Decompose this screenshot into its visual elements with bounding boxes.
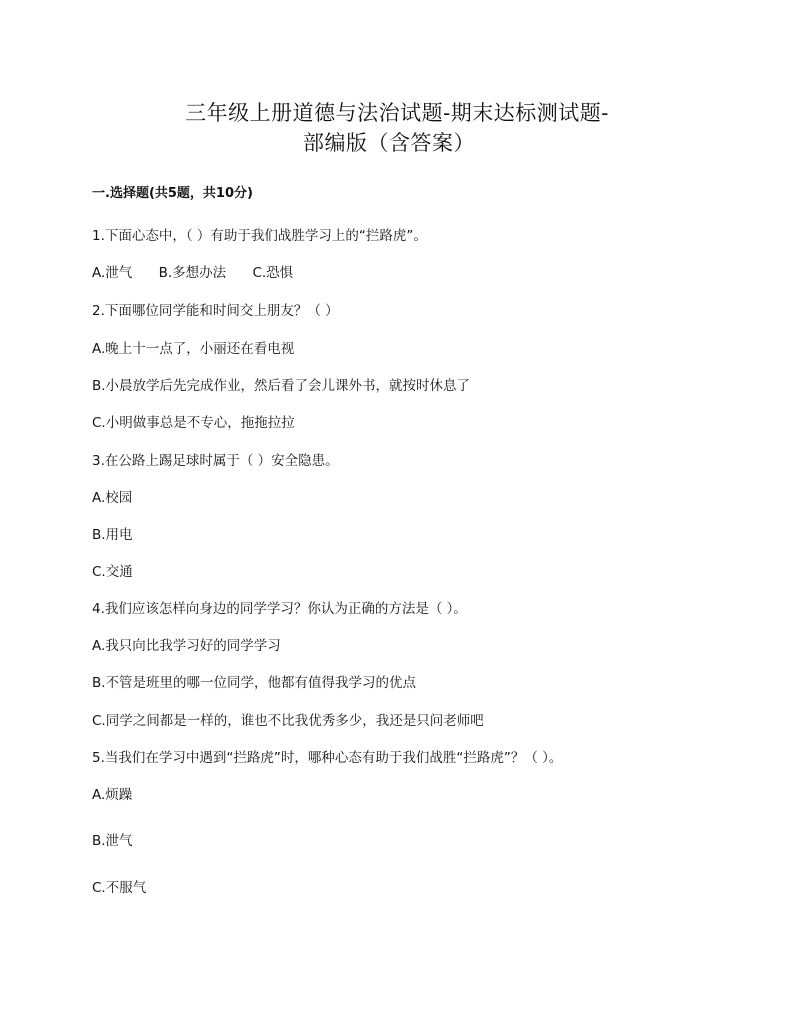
question-5-stem: 5.当我们在学习中遇到“拦路虎”时，哪种心态有助于我们战胜“拦路虎”？（ ）。	[92, 750, 563, 766]
question-5-option-b: B.泄气	[92, 833, 133, 849]
question-5-option-c: C.不服气	[92, 880, 147, 896]
question-3-option-a: A.校园	[92, 490, 133, 506]
question-1-options	[92, 261, 315, 281]
question-3-option-c: C.交通	[92, 564, 133, 580]
question-4-option-b: B.不管是班里的哪一位同学，他都有值得我学习的优点	[92, 675, 417, 691]
question-2-option-c: C.小明做事总是不专心，拖拖拉拉	[92, 415, 295, 431]
question-1-option-a: A.泄气	[92, 265, 133, 281]
question-1-stem: 1.下面心态中，（ ）有助于我们战胜学习上的“拦路虎”。	[92, 228, 427, 244]
section-heading: 一.选择题(共5题，共10分)	[92, 186, 253, 201]
question-4-option-c: C.同学之间都是一样的，谁也不比我优秀多少，我还是只问老师吧	[92, 713, 484, 729]
document-title-line-2: 部编版（含答案）	[303, 131, 475, 155]
question-2-option-b: B.小晨放学后先完成作业，然后看了会儿课外书，就按时休息了	[92, 378, 471, 394]
question-3-option-b: B.用电	[92, 527, 133, 543]
question-1-option-b: B.多想办法	[158, 265, 227, 281]
question-1-option-c: C.恐惧	[252, 265, 294, 281]
question-3-stem: 3.在公路上踢足球时属于（ ）安全隐患。	[92, 453, 339, 469]
document-title-line-1: 三年级上册道德与法治试题-期末达标测试题-	[185, 101, 609, 125]
question-4-option-a: A.我只向比我学习好的同学学习	[92, 638, 281, 654]
question-5-option-a: A.烦躁	[92, 787, 133, 803]
question-2-option-a: A.晚上十一点了，小丽还在看电视	[92, 341, 295, 357]
question-2-stem: 2.下面哪位同学能和时间交上朋友？（ ）	[92, 303, 339, 319]
question-4-stem: 4.我们应该怎样向身边的同学学习？你认为正确的方法是（ ）。	[92, 601, 467, 617]
